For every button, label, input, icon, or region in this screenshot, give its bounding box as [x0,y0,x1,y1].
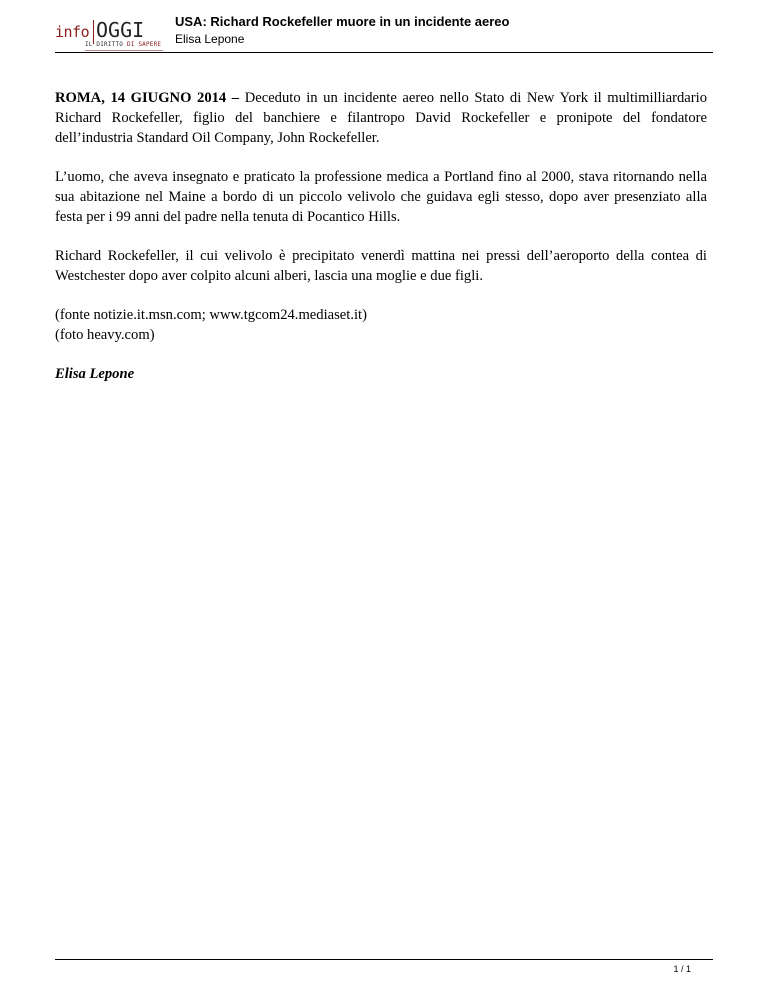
logo-oggi-text: OGGI [96,18,145,42]
header-author: Elisa Lepone [175,32,245,46]
logo-tagline [85,41,161,48]
article-body [55,88,707,403]
infooggi-logo [55,16,165,48]
paragraph-1 [55,88,707,148]
logo-info-text: info [55,23,90,41]
logo-tagline-part2: DI SAPERE [126,41,162,48]
article-byline: Elisa Lepone [55,366,135,382]
header-title: USA: Richard Rockefeller muore in un incidente aereo [175,14,510,29]
photo-credit: (foto heavy.com) [55,327,155,343]
source-credit: (fonte notizie.it.msn.com; www.tgcom24.mediaset.it) [55,307,367,323]
paragraph-3: Richard Rockefeller, il cui velivolo è precipitato venerdì mattina nei pressi dell’aeroporto della contea di Westchester dopo aver colpito alcuni alberi, lascia una moglie e due figli. [55,248,707,284]
logo-underline [85,50,163,51]
logo-tagline-part1: IL DIRITTO [85,41,127,48]
paragraph-1-text: Deceduto in un incidente aereo nello Stato di New York il multimilliardario Richard Rockefeller, figlio del banchiere e filantropo David Rockefeller e pronipote del fondatore dell’industria Standard Oil Company, John Rockefeller. [55,90,707,146]
page-number: 1 / 1 [673,964,691,974]
page-header [55,12,713,53]
dateline: ROMA, 14 GIUGNO 2014 – [55,90,240,106]
page-footer [55,959,713,974]
paragraph-2: L’uomo, che aveva insegnato e praticato la professione medica a Portland fino al 2000, stava ritornando nella sua abitazione nel Maine a bordo di un piccolo velivolo che guidava egli stesso, dopo aver presenziato alla festa per i 99 anni del padre nella tenuta di Pocantico Hills. [55,169,707,225]
